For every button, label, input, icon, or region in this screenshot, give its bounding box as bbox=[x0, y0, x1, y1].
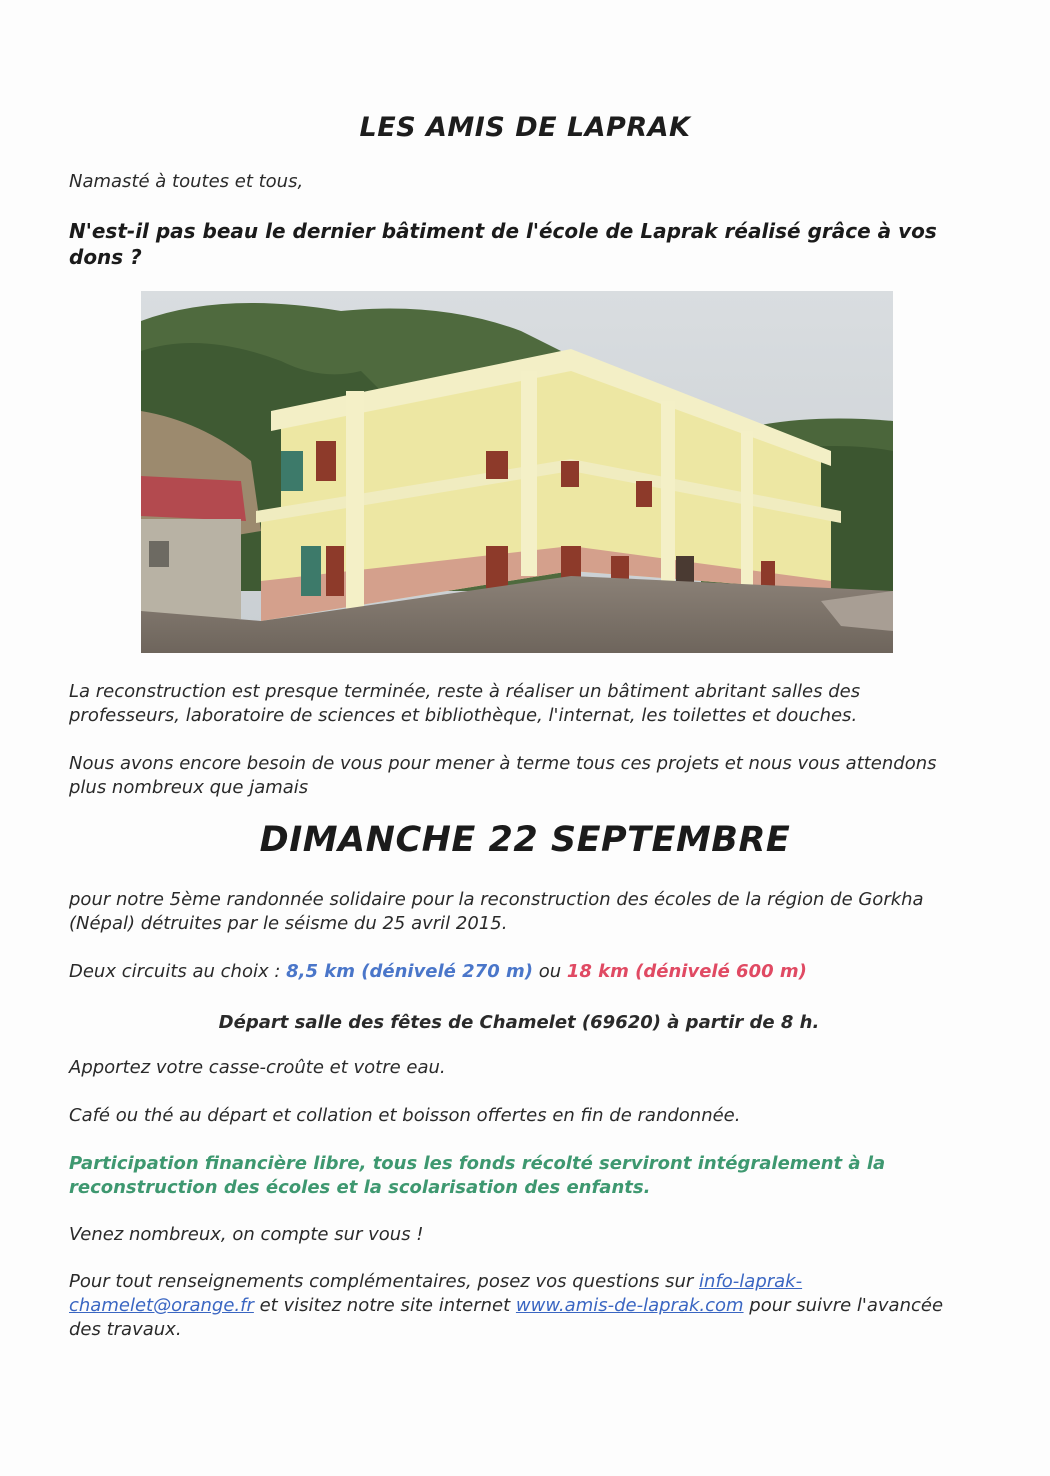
reconstruction-text: La reconstruction est presque terminée, reste à réaliser un bâtiment abritant salles des professeurs, laboratoire de sciences et bibliothèque, l'internat, les toilettes et douches. bbox=[69, 681, 861, 726]
bring-text: Apportez votre casse-croûte et votre eau. bbox=[69, 1057, 446, 1078]
hike-description: pour notre 5ème randonnée solidaire pour la reconstruction des écoles de la région de Gorkha (Népal) détruites par le séisme du 25 avril 2015. bbox=[69, 889, 924, 934]
circuits-line bbox=[69, 960, 969, 984]
circuits-intro: Deux circuits au choix : bbox=[69, 961, 287, 982]
event-date: DIMANCHE 22 SEPTEMBRE bbox=[259, 820, 791, 860]
school-building-photo bbox=[141, 291, 893, 653]
circuits-or: ou bbox=[532, 961, 567, 982]
departure-info: Départ salle des fêtes de Chamelet (69620) à partir de 8 h. bbox=[218, 1012, 820, 1033]
contact-end: pour suivre l'avancée des travaux. bbox=[69, 1295, 944, 1340]
refreshments-text: Café ou thé au départ et collation et boisson offertes en fin de randonnée. bbox=[69, 1105, 741, 1126]
contact-text bbox=[69, 1270, 969, 1342]
need-text: Nous avons encore besoin de vous pour mener à terme tous ces projets et nous vous attendons plus nombreux que jamais bbox=[69, 753, 937, 798]
short-circuit: 8,5 km (dénivelé 270 m) bbox=[286, 961, 533, 982]
website-link[interactable]: www.amis-de-laprak.com bbox=[515, 1295, 744, 1316]
email-link[interactable]: info-laprak-chamelet@orange.fr bbox=[69, 1271, 803, 1316]
page-title: LES AMIS DE LAPRAK bbox=[359, 112, 691, 143]
invite-text: Venez nombreux, on compte sur vous ! bbox=[69, 1224, 424, 1245]
long-circuit: 18 km (dénivelé 600 m) bbox=[566, 961, 807, 982]
contact-middle: et visitez notre site internet bbox=[253, 1295, 516, 1316]
contact-intro: Pour tout renseignements complémentaires, posez vos questions sur bbox=[69, 1271, 700, 1292]
participation-text: Participation financière libre, tous les fonds récolté serviront intégralement à la reconstruction des écoles et la scolarisation des enfants. bbox=[69, 1153, 886, 1198]
headline: N'est-il pas beau le dernier bâtiment de l'école de Laprak réalisé grâce à vos dons ? bbox=[69, 219, 937, 269]
greeting: Namasté à toutes et tous, bbox=[69, 171, 304, 192]
